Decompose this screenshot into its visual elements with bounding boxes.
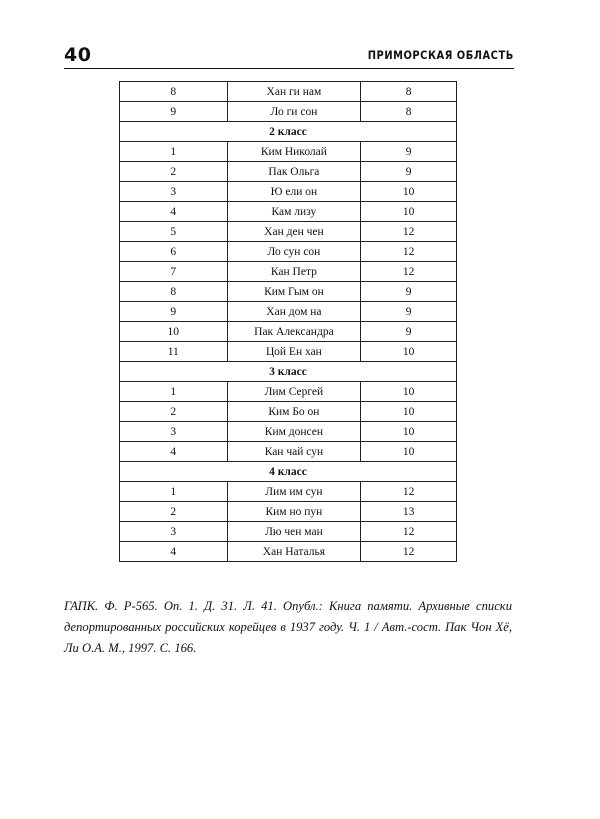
student-name: Ким Бо он	[227, 402, 361, 422]
row-number: 9	[120, 102, 228, 122]
student-name: Ким но пун	[227, 502, 361, 522]
student-name: Кам лизу	[227, 202, 361, 222]
student-name: Пак Александра	[227, 322, 361, 342]
student-age: 9	[361, 322, 457, 342]
table-row	[120, 182, 457, 202]
student-age: 12	[361, 542, 457, 562]
student-age: 12	[361, 262, 457, 282]
class-header-row	[120, 462, 457, 482]
student-name: Цой Ен хан	[227, 342, 361, 362]
student-name: Хан дом на	[227, 302, 361, 322]
student-name: Кан чай сун	[227, 442, 361, 462]
student-age: 10	[361, 342, 457, 362]
row-number: 8	[120, 82, 228, 102]
student-name: Кан Петр	[227, 262, 361, 282]
table-row	[120, 82, 457, 102]
student-age: 12	[361, 482, 457, 502]
student-age: 12	[361, 242, 457, 262]
row-number: 2	[120, 162, 228, 182]
student-age: 10	[361, 442, 457, 462]
student-name: Хан ден чен	[227, 222, 361, 242]
table-row	[120, 262, 457, 282]
table-row	[120, 442, 457, 462]
class-header: 2 класс	[120, 122, 457, 142]
source-footnote: ГАПК. Ф. Р-565. Оп. 1. Д. 31. Л. 41. Опубл.: Книга памяти. Архивные списки депортированных российских корейцев в 1937 году. Ч. 1 / Авт.-сост. Пак Чон Хё, Ли О.А. М., 1997. С. 166.	[64, 599, 512, 655]
student-list-table	[119, 81, 457, 562]
page-number: 40	[64, 44, 92, 66]
class-header: 4 класс	[120, 462, 457, 482]
student-name: Лю чен ман	[227, 522, 361, 542]
table-row	[120, 302, 457, 322]
table-row	[120, 222, 457, 242]
class-header-row	[120, 122, 457, 142]
header-rule	[64, 68, 514, 69]
student-age: 9	[361, 282, 457, 302]
student-name: Пак Ольга	[227, 162, 361, 182]
row-number: 4	[120, 542, 228, 562]
row-number: 5	[120, 222, 228, 242]
table-row	[120, 162, 457, 182]
student-name: Хан Наталья	[227, 542, 361, 562]
student-age: 10	[361, 202, 457, 222]
table-row	[120, 102, 457, 122]
row-number: 3	[120, 182, 228, 202]
student-age: 10	[361, 382, 457, 402]
row-number: 8	[120, 282, 228, 302]
table-row	[120, 422, 457, 442]
row-number: 1	[120, 142, 228, 162]
table-body	[120, 82, 457, 562]
table-row	[120, 142, 457, 162]
student-name: Ло ги сон	[227, 102, 361, 122]
class-header: 3 класс	[120, 362, 457, 382]
row-number: 6	[120, 242, 228, 262]
row-number: 4	[120, 202, 228, 222]
student-age: 9	[361, 302, 457, 322]
table-row	[120, 542, 457, 562]
table-row	[120, 402, 457, 422]
table-row	[120, 342, 457, 362]
student-name: Ю ели он	[227, 182, 361, 202]
class-header-row	[120, 362, 457, 382]
row-number: 2	[120, 402, 228, 422]
row-number: 1	[120, 382, 228, 402]
student-age: 10	[361, 402, 457, 422]
student-name: Ким Николай	[227, 142, 361, 162]
student-age: 9	[361, 142, 457, 162]
row-number: 9	[120, 302, 228, 322]
running-head-title: ПРИМОРСКАЯ ОБЛАСТЬ	[367, 48, 514, 62]
table-row	[120, 242, 457, 262]
student-name: Хан ги нам	[227, 82, 361, 102]
student-age: 10	[361, 182, 457, 202]
student-age: 8	[361, 102, 457, 122]
student-age: 13	[361, 502, 457, 522]
student-name: Ким Гым он	[227, 282, 361, 302]
row-number: 4	[120, 442, 228, 462]
student-age: 12	[361, 222, 457, 242]
table-row	[120, 322, 457, 342]
student-age: 12	[361, 522, 457, 542]
row-number: 3	[120, 422, 228, 442]
row-number: 2	[120, 502, 228, 522]
table-row	[120, 282, 457, 302]
table-row	[120, 522, 457, 542]
student-name: Лим Сергей	[227, 382, 361, 402]
student-name: Лим им сун	[227, 482, 361, 502]
student-age: 10	[361, 422, 457, 442]
student-name: Ло сун сон	[227, 242, 361, 262]
table-row	[120, 382, 457, 402]
row-number: 7	[120, 262, 228, 282]
row-number: 1	[120, 482, 228, 502]
student-age: 9	[361, 162, 457, 182]
row-number: 10	[120, 322, 228, 342]
table-row	[120, 202, 457, 222]
table-row	[120, 482, 457, 502]
table-row	[120, 502, 457, 522]
row-number: 11	[120, 342, 228, 362]
row-number: 3	[120, 522, 228, 542]
student-name: Ким донсен	[227, 422, 361, 442]
student-age: 8	[361, 82, 457, 102]
